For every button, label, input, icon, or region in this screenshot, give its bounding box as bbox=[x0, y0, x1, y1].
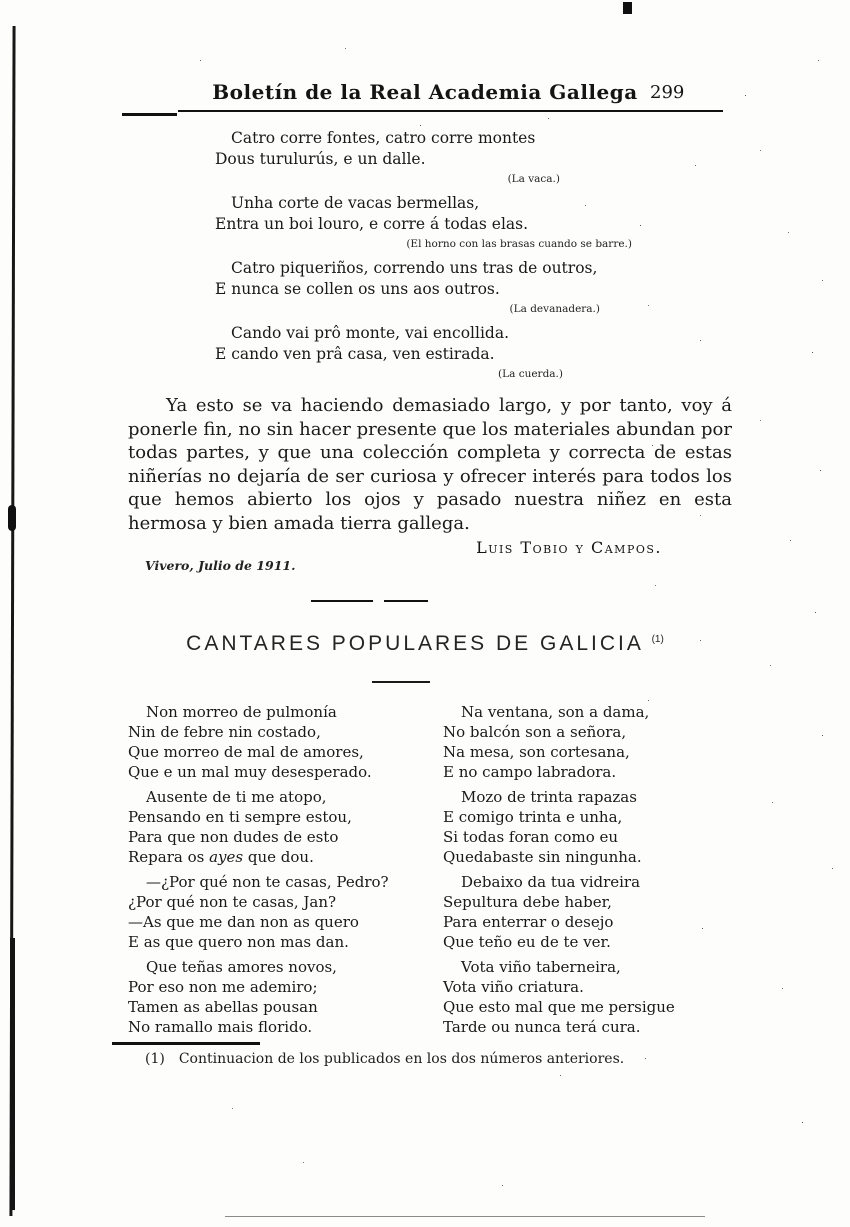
cantar-stanza bbox=[128, 957, 433, 1037]
cantar-line-italic-word: ayes bbox=[209, 848, 244, 866]
riddle-line: Unha corte de vacas bermellas, bbox=[231, 194, 480, 212]
footnote-text: Continuacion de los publicados en los dos números anteriores. bbox=[178, 1051, 625, 1067]
cantar-stanza bbox=[443, 702, 753, 782]
cantar-line: Para enterrar o desejo bbox=[443, 913, 614, 931]
footnote-mark: (1) bbox=[145, 1051, 165, 1067]
cantar-stanza bbox=[443, 957, 753, 1037]
cantar-line: No ramallo mais florido. bbox=[128, 1018, 313, 1036]
cantares-left-column bbox=[128, 702, 433, 1042]
cantar-line: Quedabaste sin ningunha. bbox=[443, 848, 642, 866]
cantar-line bbox=[128, 847, 433, 867]
journal-title: Boletín de la Real Academia Gallega bbox=[212, 80, 638, 104]
cantar-line: Que morreo de mal de amores, bbox=[128, 743, 364, 761]
scan-noise-speckles bbox=[0, 0, 1, 1]
riddle-line: Dous turulurús, e un dalle. bbox=[215, 150, 426, 168]
dateline: Vivero, Julio de 1911. bbox=[145, 558, 296, 573]
section-title bbox=[0, 632, 850, 656]
section-divider bbox=[311, 600, 373, 602]
cantar-line: Si todas foran como eu bbox=[443, 828, 619, 846]
riddle-answer: (La devanadera.) bbox=[509, 303, 600, 315]
cantar-stanza bbox=[128, 872, 433, 952]
riddle-answer: (La cuerda.) bbox=[498, 368, 563, 380]
cantar-line: E as que quero non mas dan. bbox=[128, 933, 349, 951]
footnote-separator-rule bbox=[112, 1042, 260, 1045]
cantar-line: Tamen as abellas pousan bbox=[128, 998, 318, 1016]
cantar-line: Vota viño criatura. bbox=[443, 978, 584, 996]
cantar-line: Non morreo de pulmonía bbox=[146, 703, 337, 721]
cantar-line: E comigo trinta e unha, bbox=[443, 808, 623, 826]
riddle-answer: (El horno con las brasas cuando se barre.) bbox=[406, 238, 632, 250]
section-title-text: CANTARES POPULARES DE GALICIA bbox=[186, 632, 643, 655]
cantar-line: Na mesa, son cortesana, bbox=[443, 743, 630, 761]
cantar-line: —¿Por qué non te casas, Pedro? bbox=[146, 873, 389, 891]
cantar-line: Para que non dudes de esto bbox=[128, 828, 339, 846]
riddle-line: Entra un boi louro, e corre á todas elas. bbox=[215, 215, 529, 233]
cantares-right-column bbox=[443, 702, 753, 1042]
cantar-line: Tarde ou nunca terá cura. bbox=[443, 1018, 641, 1036]
riddle-line: Catro corre fontes, catro corre montes bbox=[231, 129, 536, 147]
cantar-line: Que teño eu de te ver. bbox=[443, 933, 611, 951]
header-rule bbox=[178, 110, 723, 112]
cantar-line: Ausente de ti me atopo, bbox=[146, 788, 327, 806]
cantar-line: Mozo de trinta rapazas bbox=[461, 788, 637, 806]
cantar-stanza bbox=[443, 787, 753, 867]
closing-paragraph: Ya esto se va haciendo demasiado largo, y por tanto, voy á ponerle fin, no sin hacer presente que los materiales abundan por todas partes, y que una colección completa y correcta de estas niñerías no dejaría de ser curiosa y ofrecer interés para todos los que hemos abierto los ojos y pasado nuestra niñez en esta hermosa y bien amada tierra gallega. bbox=[128, 395, 732, 534]
author-signature: Luis Tobio y Campos. bbox=[476, 538, 662, 557]
bottom-edge-line bbox=[225, 1216, 705, 1217]
cantar-line: Vota viño taberneira, bbox=[461, 958, 621, 976]
binding-ink-blob bbox=[8, 505, 16, 531]
cantar-stanza bbox=[128, 787, 433, 867]
cantar-stanza bbox=[443, 872, 753, 952]
cantar-line: Que esto mal que me persigue bbox=[443, 998, 675, 1016]
riddle-line: E cando ven prâ casa, ven estirada. bbox=[215, 345, 495, 363]
riddle-answer: (La vaca.) bbox=[507, 173, 560, 185]
cantar-line: —As que me dan non as quero bbox=[128, 913, 359, 931]
riddle-line: Catro piqueriños, correndo uns tras de outros, bbox=[231, 259, 598, 277]
riddle-stanza bbox=[215, 258, 645, 317]
section-divider bbox=[384, 600, 428, 602]
riddle-verses-section bbox=[215, 128, 645, 388]
cantar-line: E no campo labradora. bbox=[443, 763, 617, 781]
cantar-line: Na ventana, son a dama, bbox=[461, 703, 650, 721]
header-rule-short bbox=[122, 113, 177, 116]
cantar-line: No balcón son a señora, bbox=[443, 723, 627, 741]
cantar-stanza bbox=[128, 702, 433, 782]
cantar-line: ¿Por qué non te casas, Jan? bbox=[128, 893, 337, 911]
riddle-line: Cando vai prô monte, vai encollida. bbox=[231, 324, 510, 342]
cantar-line: Debaixo da tua vidreira bbox=[461, 873, 641, 891]
page-number: 299 bbox=[650, 82, 685, 103]
section-title-underline bbox=[372, 681, 430, 683]
footnote-reference-mark: (1) bbox=[651, 634, 664, 645]
cantar-line: Nin de febre nin costado, bbox=[128, 723, 321, 741]
riddle-stanza bbox=[215, 128, 645, 187]
riddle-stanza bbox=[215, 323, 645, 382]
cantar-line: Que teñas amores novos, bbox=[146, 958, 337, 976]
cantar-line: Pensando en ti sempre estou, bbox=[128, 808, 352, 826]
riddle-line: E nunca se collen os uns aos outros. bbox=[215, 280, 500, 298]
cantar-line: Por eso non me ademiro; bbox=[128, 978, 318, 996]
binding-ink-blob bbox=[10, 938, 15, 1210]
cantar-line: Sepultura debe haber, bbox=[443, 893, 612, 911]
scan-artifact-mark bbox=[623, 2, 632, 14]
cantar-line: Que e un mal muy desesperado. bbox=[128, 763, 372, 781]
cantar-line-part: que dou. bbox=[243, 848, 314, 866]
cantar-line-part: Repara os bbox=[128, 848, 210, 866]
footnote bbox=[145, 1051, 705, 1067]
riddle-stanza bbox=[215, 193, 645, 252]
